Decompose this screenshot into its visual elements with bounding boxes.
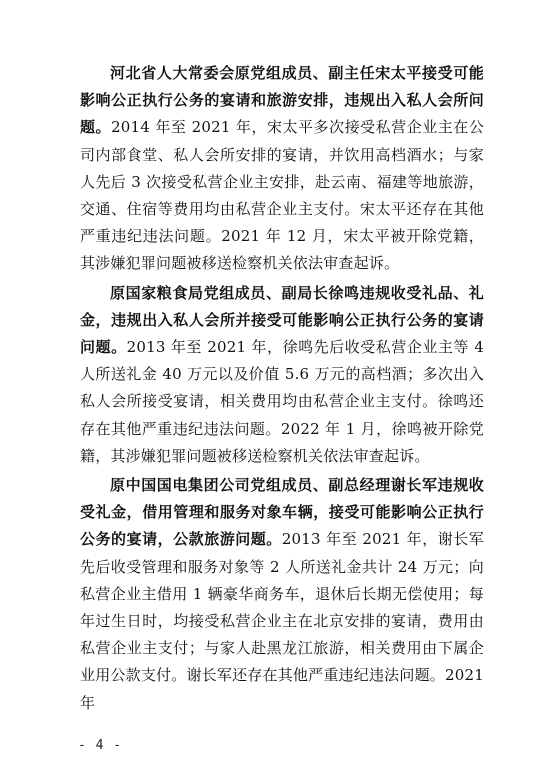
paragraph-body: 2014 年至 2021 年，宋太平多次接受私营企业主在公司内部食堂、私人会所安排的宴请，并饮用高档酒水；与家人先后 3 次接受私营企业主安排，赴云南、福建等地旅游，交通、住宿等费用均由私营企业主支付。宋太平还存在其他严重违纪违法问题。2021 年 12 月，宋太平被开除党籍，其涉嫌犯罪问题被移送检察机关依法审查起诉。 [80, 118, 484, 273]
paragraph-heading: 原中国国电集团公司党组成员、副总经理谢长军违规收受礼金，借用管理和服务对象车辆，接受可能影响公正执行公务的宴请，公款旅游问题。 [80, 476, 484, 549]
paragraph-body: 2013 年至 2021 年，徐鸣先后收受私营企业主等 4 人所送礼金 40 万元以及价值 5.6 万元的高档酒；多次出入私人会所接受宴请，相关费用均由私营企业主支付。徐鸣还存在其他严重违纪违法问题。2022 年 1 月，徐鸣被开除党籍，其涉嫌犯罪问题被移送检察机关依法审查起诉。 [80, 338, 485, 465]
page-number: - 4 - [78, 738, 123, 753]
paragraph-song-taiping [80, 60, 484, 278]
paragraph-body: 2013 年至 2021 年，谢长军先后收受管理和服务对象等 2 人所送礼金共计 24 万元；向私营企业主借用 1 辆豪华商务车，退休后长期无偿使用；每年过生日时，均接受私营企业主在北京安排的宴请，费用由私营企业主支付；与家人赴黑龙江旅游，相关费用由下属企业用公款支付。谢长军还存在其他严重违纪违法问题。2021 年 [80, 530, 484, 712]
paragraph-heading: 河北省人大常委会原党组成员、副主任宋太平接受可能影响公正执行公务的宴请和旅游安排，违规出入私人会所问题。 [80, 64, 484, 137]
paragraph-xie-changjun [80, 472, 484, 717]
paragraph-xu-ming [80, 280, 484, 470]
paragraph-heading: 原国家粮食局党组成员、副局长徐鸣违规收受礼品、礼金，违规出入私人会所并接受可能影响公正执行公务的宴请问题。 [80, 283, 484, 357]
